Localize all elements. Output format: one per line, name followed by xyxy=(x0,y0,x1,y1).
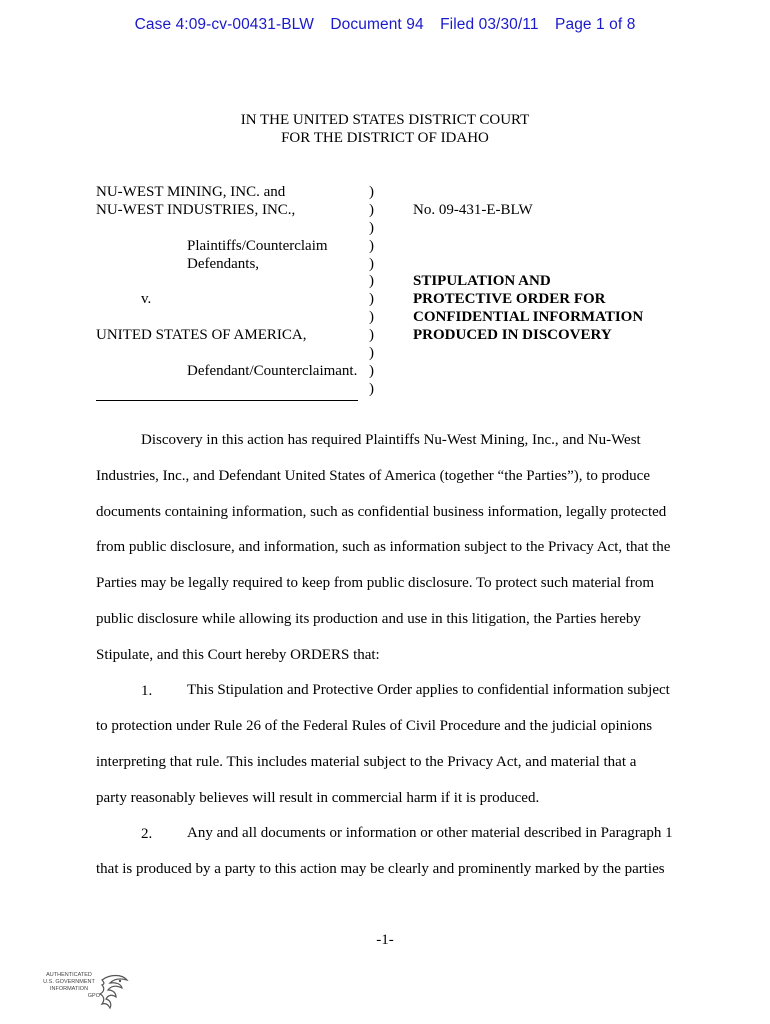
body-line: that is produced by a party to this action may be clearly and prominently marked by the parties xyxy=(96,861,665,877)
defendant-name: UNITED STATES OF AMERICA, xyxy=(96,327,307,343)
body-line: Stipulate, and this Court hereby ORDERS that: xyxy=(96,647,380,663)
caption-paren: ) xyxy=(369,273,374,289)
body-line: public disclosure while allowing its production and use in this litigation, the Parties hereby xyxy=(96,611,641,627)
document-title-line2: PROTECTIVE ORDER FOR xyxy=(413,291,606,307)
page-number: -1- xyxy=(376,932,394,948)
paragraph-number-2: 2. xyxy=(141,826,153,842)
plaintiff-name-1: NU-WEST MINING, INC. and xyxy=(96,184,286,200)
body-line: interpreting that rule. This includes material subject to the Privacy Act, and material that a xyxy=(96,754,637,770)
paragraph-number-1: 1. xyxy=(141,683,153,699)
gpo-seal-text: AUTHENTICATED U.S. GOVERNMENT INFORMATION GPO xyxy=(43,972,100,999)
caption-paren: ) xyxy=(369,381,374,397)
body-line: Any and all documents or information or other material described in Paragraph 1 xyxy=(187,825,673,841)
case-number-header: Case 4:09-cv-00431-BLW xyxy=(134,16,314,33)
caption-paren: ) xyxy=(369,220,374,236)
versus-label: v. xyxy=(141,291,152,307)
caption-paren: ) xyxy=(369,238,374,254)
court-title-line2: FOR THE DISTRICT OF IDAHO xyxy=(281,130,489,146)
plaintiff-role-1: Plaintiffs/Counterclaim xyxy=(187,238,328,254)
caption-paren: ) xyxy=(369,184,374,200)
plaintiff-name-2: NU-WEST INDUSTRIES, INC., xyxy=(96,202,296,218)
eagle-logo-icon xyxy=(96,972,130,1016)
document-title-line4: PRODUCED IN DISCOVERY xyxy=(413,327,612,343)
page-count-header: Page 1 of 8 xyxy=(555,16,636,33)
caption-paren: ) xyxy=(369,345,374,361)
document-title-line1: STIPULATION AND xyxy=(413,273,551,289)
body-line: to protection under Rule 26 of the Federal Rules of Civil Procedure and the judicial opinions xyxy=(96,718,653,734)
body-line: Industries, Inc., and Defendant United States of America (together “the Parties”), to produce xyxy=(96,468,650,484)
caption-paren: ) xyxy=(369,202,374,218)
ecf-header xyxy=(0,16,770,34)
caption-paren: ) xyxy=(369,363,374,379)
caption-paren: ) xyxy=(369,291,374,307)
gpo-authentication-seal xyxy=(30,970,130,1020)
caption-underline xyxy=(96,400,358,401)
body-line: party reasonably believes will result in commercial harm if it is produced. xyxy=(96,790,540,806)
body-line: This Stipulation and Protective Order applies to confidential information subject xyxy=(187,682,670,698)
body-line: from public disclosure, and information, such as information subject to the Privacy Act, that the xyxy=(96,539,671,555)
caption-paren: ) xyxy=(369,256,374,272)
body-line: Discovery in this action has required Plaintiffs Nu-West Mining, Inc., and Nu-West xyxy=(141,432,641,448)
plaintiff-role-2: Defendants, xyxy=(187,256,260,272)
filed-date-header: Filed 03/30/11 xyxy=(440,16,539,33)
document-title-line3: CONFIDENTIAL INFORMATION xyxy=(413,309,644,325)
case-number: No. 09-431-E-BLW xyxy=(413,202,533,218)
caption-paren: ) xyxy=(369,309,374,325)
body-line: documents containing information, such as confidential business information, legally protected xyxy=(96,504,667,520)
court-title-line1: IN THE UNITED STATES DISTRICT COURT xyxy=(240,112,530,128)
defendant-role: Defendant/Counterclaimant. xyxy=(187,363,358,379)
document-number-header: Document 94 xyxy=(330,16,424,33)
body-line: Parties may be legally required to keep from public disclosure. To protect such material from xyxy=(96,575,655,591)
caption-paren: ) xyxy=(369,327,374,343)
